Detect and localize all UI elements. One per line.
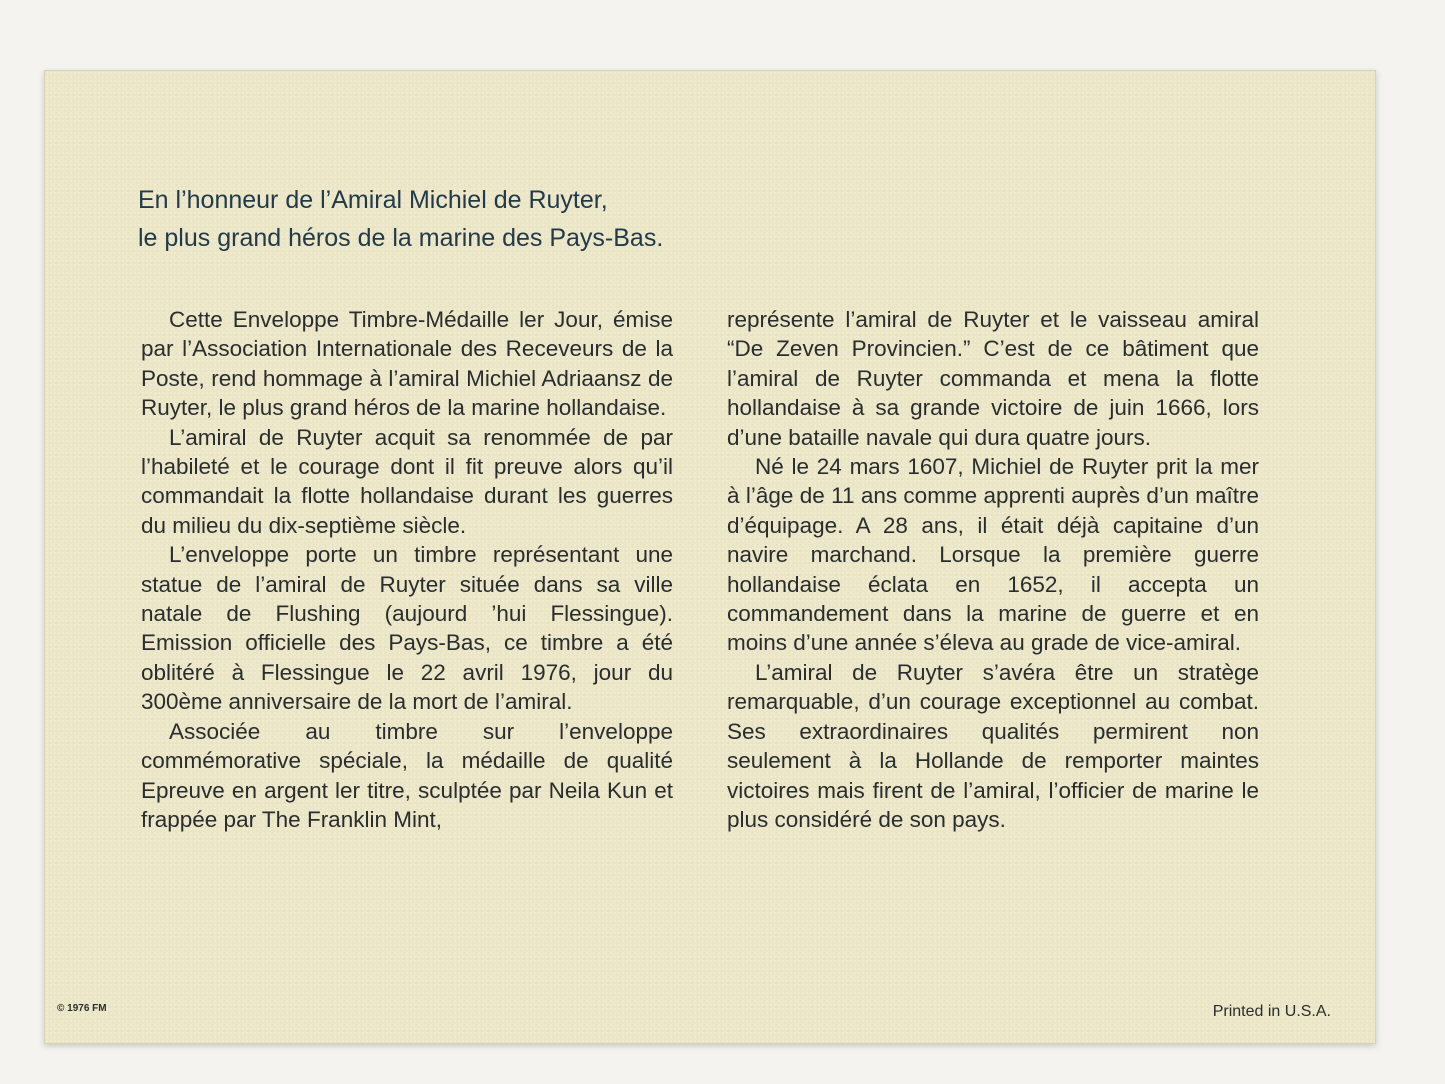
paragraph: L’enveloppe porte un timbre représentant une statue de l’amiral de Ruyter située dans sa ville natale de Flushing (aujourd ’hui Flessingue). Emission officielle des Pays-Bas, ce timbre a été oblitéré à Flessingue le 22 avril 1976, jour du 300ème anniversaire de la mort de l’amiral.: [141, 542, 673, 715]
paragraph: représente l’amiral de Ruyter et le vaisseau amiral “De Zeven Provincien.” C’est de ce bâtiment que l’amiral de Ruyter commanda et mena la flotte hollandaise à sa grande victoire de juin 1666, lors d’une bataille navale qui dura quatre jours.: [727, 307, 1259, 450]
paragraph: Né le 24 mars 1607, Michiel de Ruyter prit la mer à l’âge de 11 ans comme apprenti auprès d’un maître d’équipage. A 28 ans, il était déjà capitaine d’un navire marchand. Lorsque la première guerre hollandaise éclata en 1652, il accepta un commandement dans la marine de guerre et en moins d’une année s’éleva au grade de vice-amiral.: [727, 454, 1259, 656]
paragraph: Associée au timbre sur l’enveloppe commémorative spéciale, la médaille de qualité Epreuve en argent ler titre, sculptée par Neila Kun et frappée par The Franklin Mint,: [141, 718, 673, 832]
document-card: [44, 70, 1376, 1044]
heading-line-1: En l’honneur de l’Amiral Michiel de Ruyter,: [138, 186, 608, 214]
printed-in-notice: Printed in U.S.A.: [1212, 1003, 1331, 1020]
right-text-column: [727, 305, 1259, 834]
document-heading: [138, 181, 663, 257]
paragraph: Cette Enveloppe Timbre-Médaille ler Jour, émise par l’Association Internationale des Receveurs de la Poste, rend hommage à l’amiral Michiel Adriaansz de Ruyter, le plus grand héros de la marine hollandaise.: [141, 307, 673, 421]
paragraph: L’amiral de Ruyter s’avéra être un stratège remarquable, d’un courage exceptionnel au combat. Ses extraordinaires qualités permirent non seulement à la Hollande de remporter maintes victoires mais firent de l’amiral, l’officier de marine le plus considéré de son pays.: [727, 659, 1259, 832]
heading-line-2: le plus grand héros de la marine des Pays-Bas.: [138, 224, 664, 252]
paragraph: L’amiral de Ruyter acquit sa renommée de par l’habileté et le courage dont il fit preuve alors qu’il commandait la flotte hollandaise durant les guerres du milieu du dix-septième siècle.: [141, 424, 673, 538]
left-text-column: [141, 305, 673, 834]
copyright-notice: © 1976 FM: [57, 1003, 107, 1014]
